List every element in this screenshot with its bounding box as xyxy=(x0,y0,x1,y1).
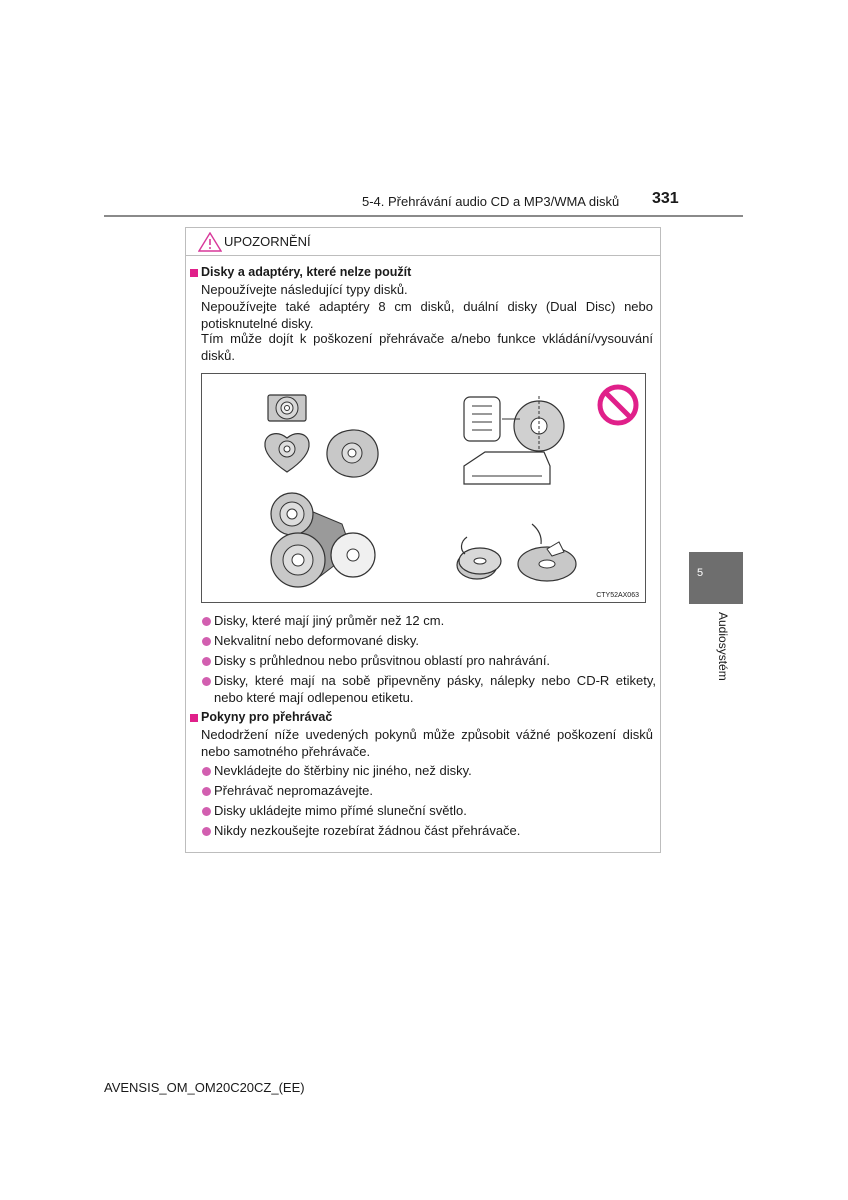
document-code: AVENSIS_OM_OM20C20CZ_(EE) xyxy=(104,1080,305,1095)
caution-title: UPOZORNĚNÍ xyxy=(224,234,311,249)
figure-code: CTY52AX063 xyxy=(596,592,639,599)
bullet-item: Disky ukládejte mimo přímé sluneční světlo. xyxy=(214,803,467,818)
bullet-icon xyxy=(202,787,211,796)
section-marker-icon xyxy=(190,269,198,277)
peeling-label-disc-icon xyxy=(457,524,576,581)
bullet-item: Disky s průhlednou nebo průsvitnou oblastí pro nahrávání. xyxy=(214,653,551,668)
caution-header xyxy=(186,228,660,256)
adapter-disc-icon xyxy=(271,493,375,587)
section1-paragraph: Tím může dojít k poškození přehrávače a/nebo funkce vkládání/vysouvání disků. xyxy=(201,331,653,363)
prohibited-sign-icon xyxy=(600,387,636,423)
chapter-number: 5 xyxy=(697,567,704,579)
square-disc-icon xyxy=(268,395,306,421)
section-marker-icon xyxy=(190,714,198,722)
bullet-icon xyxy=(202,807,211,816)
bullet-icon xyxy=(202,827,211,836)
bullet-item: Přehrávač nepromazávejte. xyxy=(214,783,373,798)
section1-heading: Disky a adaptéry, které nelze použít xyxy=(201,265,412,279)
chapter-label: Audiosystém xyxy=(716,612,730,681)
section2-heading: Pokyny pro přehrávač xyxy=(201,710,333,724)
section2-paragraph: Nedodržení níže uvedených pokynů může způsobit vážné poškození disků nebo samotného přehrávače. xyxy=(201,727,653,759)
section1-paragraph: Nepoužívejte následující typy disků. xyxy=(201,282,408,297)
bullet-item: Nikdy nezkoušejte rozebírat žádnou část přehrávače. xyxy=(214,823,521,838)
bullet-icon xyxy=(202,767,211,776)
bullet-item: Disky, které mají jiný průměr než 12 cm. xyxy=(214,613,445,628)
disc-illustration xyxy=(201,373,646,603)
bullet-icon xyxy=(202,617,211,626)
bullet-icon xyxy=(202,677,211,686)
bullet-icon xyxy=(202,637,211,646)
bullet-item: Nekvalitní nebo deformované disky. xyxy=(214,633,419,648)
header-divider xyxy=(104,215,743,217)
bullet-item: Nevkládejte do štěrbiny nic jiného, než disky. xyxy=(214,763,472,778)
deformed-disc-icon xyxy=(327,430,378,477)
section-title: 5-4. Přehrávání audio CD a MP3/WMA disků xyxy=(362,194,620,209)
warning-triangle-icon xyxy=(198,232,222,252)
heart-disc-icon xyxy=(265,434,309,472)
bullet-icon xyxy=(202,657,211,666)
labeled-disc-icon xyxy=(464,396,564,484)
page-number: 331 xyxy=(652,190,679,207)
bullet-item: Disky, které mají na sobě připevněny pásky, nálepky nebo CD-R etikety, nebo které mají odlepenou etiketu. xyxy=(214,673,656,705)
section1-paragraph: Nepoužívejte také adaptéry 8 cm disků, duální disky (Dual Disc) nebo potisknutelné disky. xyxy=(201,299,653,331)
